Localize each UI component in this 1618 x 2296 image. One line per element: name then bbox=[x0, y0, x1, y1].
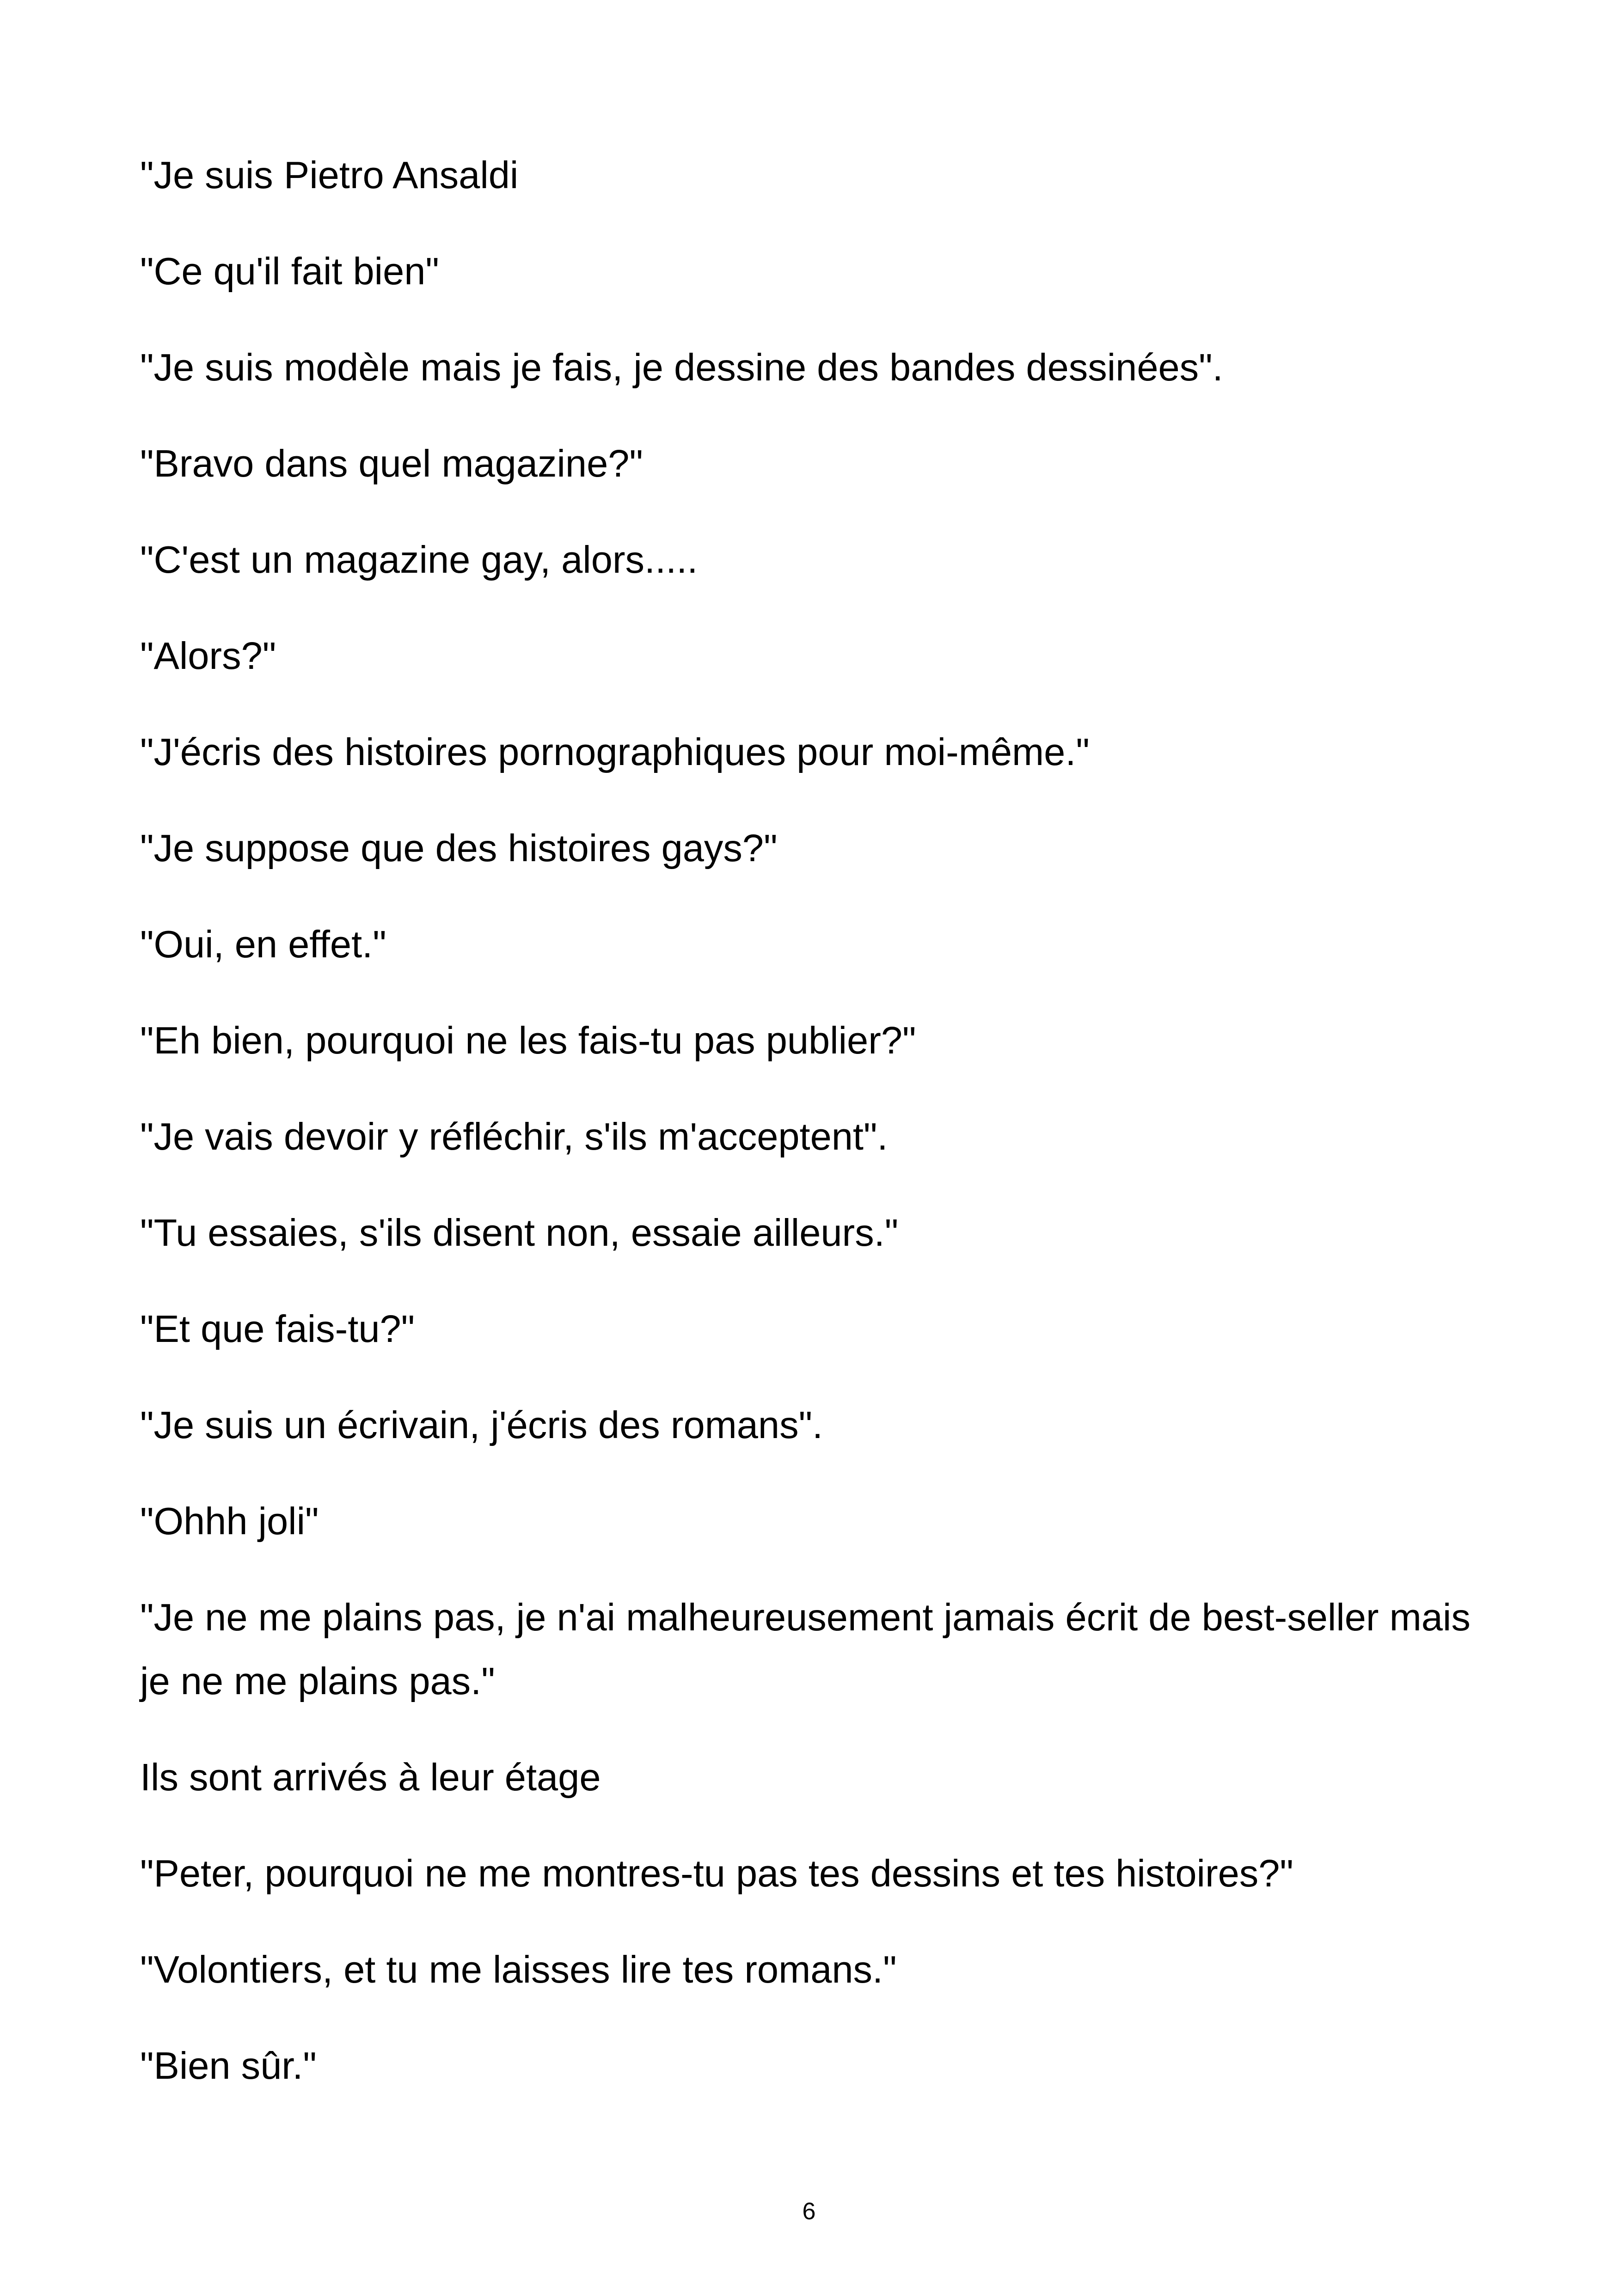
paragraph: "Peter, pourquoi ne me montres-tu pas tes dessins et tes histoires?" bbox=[140, 1852, 1293, 1895]
paragraph: "Je suis un écrivain, j'écris des romans". bbox=[140, 1403, 823, 1446]
page-number: 6 bbox=[802, 2198, 816, 2225]
paragraph: "Alors?" bbox=[140, 634, 276, 677]
paragraph: "J'écris des histoires pornographiques pour moi-même." bbox=[140, 730, 1090, 773]
paragraph: "Bien sûr." bbox=[140, 2044, 317, 2087]
paragraph: "Oui, en effet." bbox=[140, 923, 386, 966]
body-text bbox=[140, 143, 1504, 2130]
paragraph: "Ohhh joli" bbox=[140, 1500, 319, 1543]
paragraph: "Je suppose que des histoires gays?" bbox=[140, 827, 778, 869]
paragraph: "C'est un magazine gay, alors..... bbox=[140, 538, 698, 581]
paragraph: "Ce qu'il fait bien" bbox=[140, 250, 439, 293]
paragraph: "Tu essaies, s'ils disent non, essaie ailleurs." bbox=[140, 1211, 899, 1254]
paragraph: "Je ne me plains pas, je n'ai malheureusement jamais écrit de best-seller mais je ne me plains pas." bbox=[140, 1596, 1471, 1702]
paragraph: "Je suis Pietro Ansaldi bbox=[140, 153, 519, 196]
paragraph: Ils sont arrivés à leur étage bbox=[140, 1756, 601, 1799]
paragraph: "Volontiers, et tu me laisses lire tes romans." bbox=[140, 1948, 897, 1991]
paragraph: "Je suis modèle mais je fais, je dessine des bandes dessinées". bbox=[140, 346, 1223, 389]
paragraph: "Bravo dans quel magazine?" bbox=[140, 442, 643, 485]
paragraph: "Eh bien, pourquoi ne les fais-tu pas publier?" bbox=[140, 1019, 916, 1062]
paragraph: "Je vais devoir y réfléchir, s'ils m'acceptent". bbox=[140, 1115, 888, 1158]
paragraph: "Et que fais-tu?" bbox=[140, 1307, 415, 1350]
